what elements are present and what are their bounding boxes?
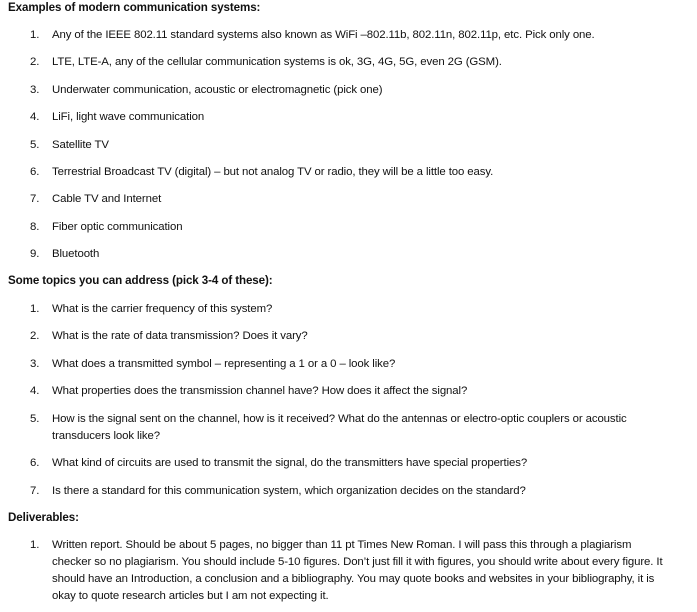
list-item	[30, 164, 670, 180]
list-item	[30, 411, 670, 445]
list-item-text: Terrestrial Broadcast TV (digital) – but not analog TV or radio, they will be a little too easy.	[52, 166, 494, 178]
list-item-text: What is the carrier frequency of this system?	[52, 303, 273, 315]
list-item-text: Written report. Should be about 5 pages, no bigger than 11 pt Times New Roman. I will pass this through a plagiarism checker so no plagiarism. You should include 5-10 figures. Don’t just fill it with figures, you should write about every figure. It should have an Introduction, a conclusion and a bibliography. You may quote books and websites in your bibliography, it is okay to quote research articles but I am not expecting it.	[52, 539, 663, 602]
list-item-text: Satellite TV	[52, 139, 109, 151]
list-item	[30, 455, 670, 471]
list-item-text: What is the rate of data transmission? Does it vary?	[52, 330, 308, 342]
list-item	[30, 109, 670, 125]
list-item-number: 1.	[30, 303, 40, 315]
list-item-number: 7.	[30, 193, 40, 205]
list-item-text: Bluetooth	[52, 248, 100, 260]
list-item-number: 6.	[30, 457, 40, 469]
section-heading-examples: Examples of modern communication systems:	[8, 1, 261, 14]
list-item-text: LTE, LTE-A, any of the cellular communication systems is ok, 3G, 4G, 5G, even 2G (GSM).	[52, 56, 502, 68]
list-item	[30, 137, 670, 153]
section-heading-deliverables: Deliverables:	[8, 511, 79, 524]
list-item-text: How is the signal sent on the channel, how is it received? What do the antennas or electro-optic couplers or acoustic transducers look like?	[52, 413, 627, 442]
list-item-number: 3.	[30, 358, 40, 370]
list-item-text: What kind of circuits are used to transmit the signal, do the transmitters have special properties?	[52, 457, 528, 469]
list-item	[30, 246, 670, 262]
list-item-number: 2.	[30, 56, 40, 68]
list-item-number: 1.	[30, 29, 40, 41]
list-item	[30, 356, 670, 372]
list-item-text: Cable TV and Internet	[52, 193, 162, 205]
list-item	[30, 219, 670, 235]
list-item-number: 5.	[30, 413, 40, 425]
list-item-number: 7.	[30, 485, 40, 497]
list-item-text: LiFi, light wave communication	[52, 111, 205, 123]
list-item-text: What properties does the transmission channel have? How does it affect the signal?	[52, 385, 468, 397]
list-item	[30, 328, 670, 344]
list-item	[30, 82, 670, 98]
list-item-text: Fiber optic communication	[52, 221, 183, 233]
list-item	[30, 301, 670, 317]
list-item-number: 4.	[30, 111, 40, 123]
section-heading-topics: Some topics you can address (pick 3-4 of these):	[8, 274, 273, 287]
list-item-number: 5.	[30, 139, 40, 151]
list-item	[30, 537, 670, 605]
list-item-text: Is there a standard for this communication system, which organization decides on the standard?	[52, 485, 526, 497]
list-item-number: 4.	[30, 385, 40, 397]
list-item-number: 9.	[30, 248, 40, 260]
list-item	[30, 27, 670, 43]
list-item	[30, 54, 670, 70]
list-item-number: 2.	[30, 330, 40, 342]
list-item	[30, 483, 670, 499]
list-item-number: 6.	[30, 166, 40, 178]
list-item-number: 8.	[30, 221, 40, 233]
list-item-text: Any of the IEEE 802.11 standard systems also known as WiFi –802.11b, 802.11n, 802.11p, etc. Pick only one.	[52, 29, 595, 41]
list-item-text: What does a transmitted symbol – representing a 1 or a 0 – look like?	[52, 358, 396, 370]
list-item-text: Underwater communication, acoustic or electromagnetic (pick one)	[52, 84, 383, 96]
list-item-number: 1.	[30, 539, 40, 551]
list-item	[30, 383, 670, 399]
list-item-number: 3.	[30, 84, 40, 96]
list-item	[30, 191, 670, 207]
